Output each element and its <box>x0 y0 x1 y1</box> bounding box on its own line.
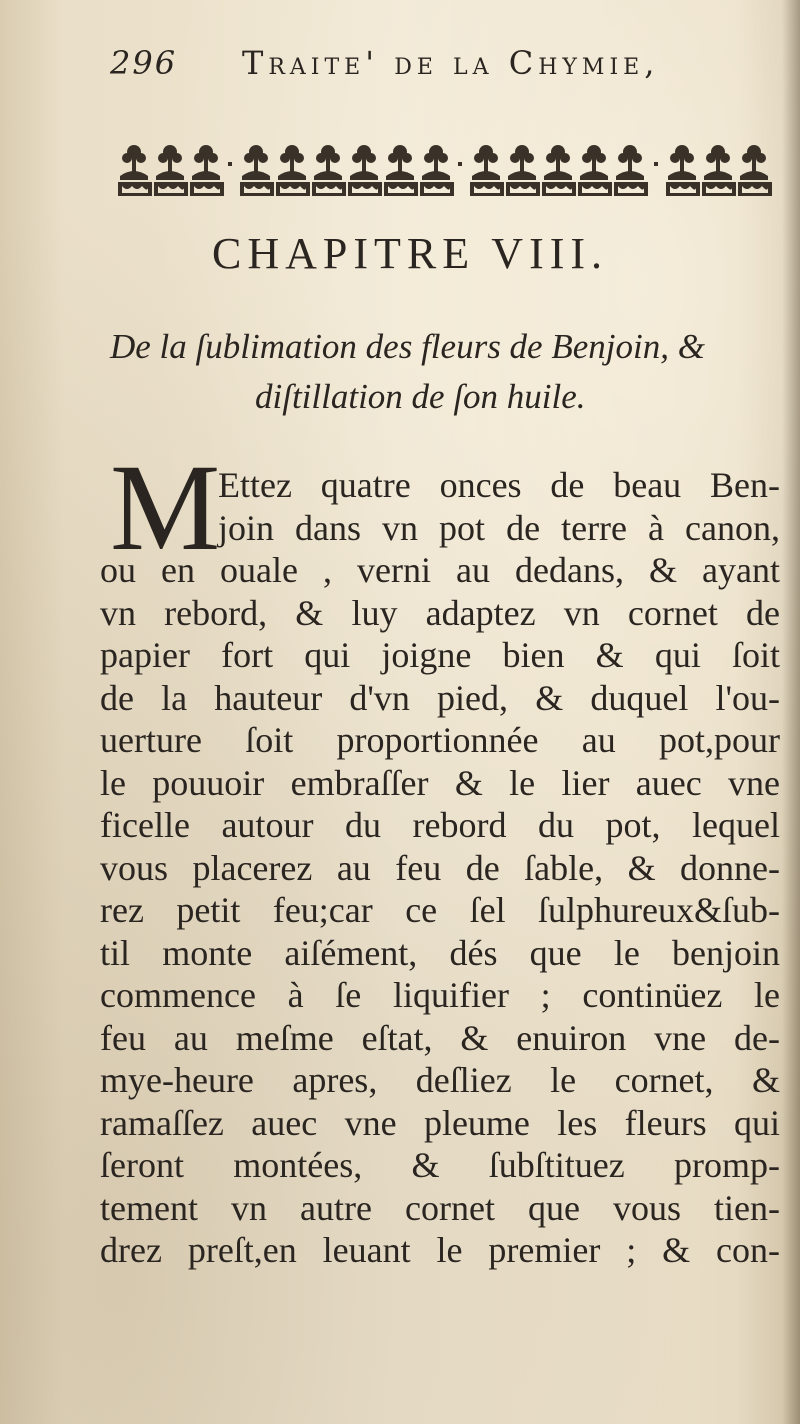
body-line: join dans vn pot de terre à canon, <box>218 507 780 548</box>
body-line: vous placerez au feu de ſable, & donne- <box>100 847 780 888</box>
chapter-subtitle <box>110 322 780 422</box>
body-line: commence à ſe liquifier ; continüez le <box>100 975 780 1015</box>
running-title: Traite' de la Chymie, <box>242 44 660 82</box>
drop-cap: M <box>110 439 221 576</box>
chapter-title: CHAPITRE VIII. <box>211 229 609 278</box>
body-line: papier fort qui joigne bien & qui ſoit <box>100 635 780 675</box>
body-line: ſeront montées, & ſubſtituez promp- <box>100 1145 780 1185</box>
body-line: ramaſſez auec vne pleume les fleurs qui <box>100 1102 780 1143</box>
page-edge-shadow <box>782 0 800 1424</box>
page-number: 296 <box>110 44 178 82</box>
body-text <box>100 464 780 1272</box>
body-line: de la hauteur d'vn pied, & duquel l'ou- <box>100 677 780 718</box>
subtitle-line-1: De la ſublimation des fleurs de Benjoin, & <box>110 327 705 366</box>
fleuron-band-icon <box>118 138 776 200</box>
running-head <box>110 40 770 90</box>
body-line: uerture ſoit proportionnée au pot,pour <box>100 720 780 760</box>
body-line: til monte aiſément, dés que le benjoin <box>100 932 780 973</box>
body-line: feu au meſme eſtat, & enuiron vne de- <box>100 1017 780 1058</box>
subtitle-line-2: diſtillation de ſon huile. <box>255 377 586 416</box>
body-line: rez petit feu;car ce ſel ſulphureux&ſub- <box>100 890 780 930</box>
body-line: ou en ouale , verni au dedans, & ayant <box>100 550 780 590</box>
body-line: tement vn autre cornet que vous tien- <box>100 1187 780 1228</box>
body-line: vn rebord, & luy adaptez vn cornet de <box>100 592 780 633</box>
body-line: mye-heure apres, deſliez le cornet, & <box>100 1060 780 1100</box>
body-line: drez preſt,en leuant le premier ; & con- <box>100 1230 780 1270</box>
body-line: ficelle autour du rebord du pot, lequel <box>100 805 780 845</box>
body-line: le pouuoir embraſſer & le lier auec vne <box>100 762 780 803</box>
body-line: Ettez quatre onces de beau Ben- <box>218 465 780 505</box>
